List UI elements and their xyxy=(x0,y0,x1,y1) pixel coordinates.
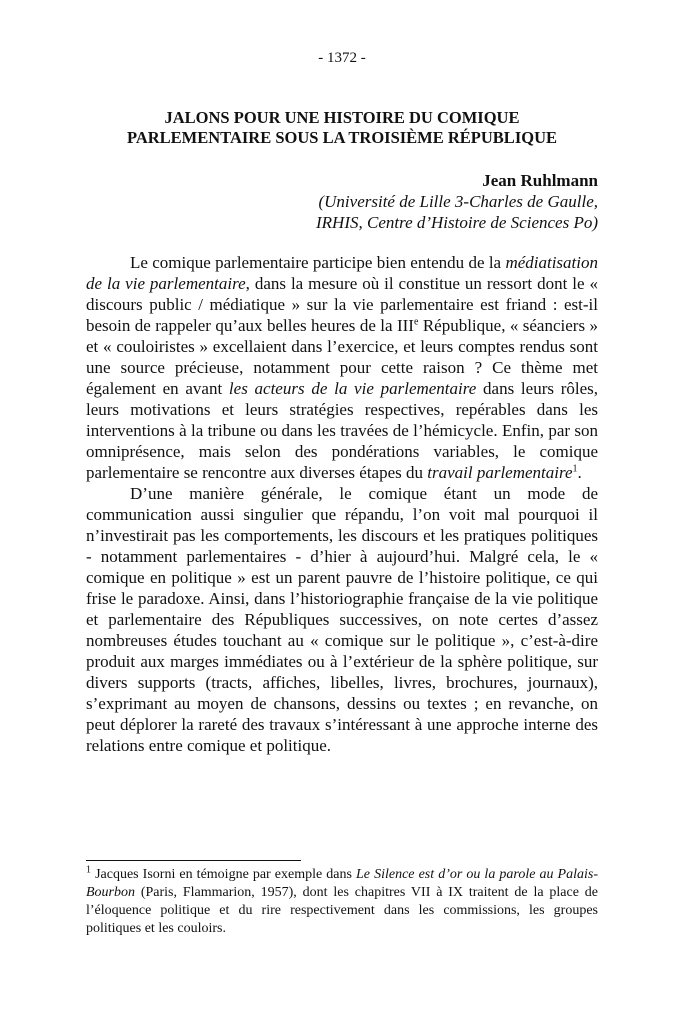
footnote-reference[interactable]: 1 xyxy=(572,463,578,475)
p1-italic-1: médiatisation de la vie parlementaire xyxy=(86,253,598,293)
footnote-text-1: Jacques Isorni en témoigne par exemple dans xyxy=(91,867,357,882)
author-affiliation-2: IRHIS, Centre d’Histoire de Sciences Po) xyxy=(316,213,598,232)
p1-text-4: dans leurs rôles, leurs motivations et leurs stratégies respectives, repérables dans les interventions à la tribune ou dans les travées de l’hémicycle. Enfin, par son omniprésence, mais selon des pondérations variables, le comique parlementaire se rencontre aux diverses étapes du xyxy=(86,379,598,482)
footnote-1 xyxy=(86,866,598,938)
author-affiliation-1: (Université de Lille 3-Charles de Gaulle, xyxy=(318,192,598,211)
superscript-e: e xyxy=(413,316,419,328)
title-line-2: PARLEMENTAIRE SOUS LA TROISIÈME RÉPUBLIQUE xyxy=(126,128,557,147)
author-block xyxy=(86,170,598,233)
p1-text-1: Le comique parlementaire participe bien entendu de la xyxy=(130,253,506,272)
footnote-text-2: (Paris, Flammarion, 1957), dont les chapitres VII à IX traitent de la place de l’éloquence politique et du rire respectivement dans les commissions, les groupes politiques et les couloirs. xyxy=(86,885,598,936)
p1-text-3: République, « séanciers » et « couloiristes » excellaient dans l’exercice, et leurs comptes rendus sont une source précieuse, notamment pour cette raison ? Ce thème met également en avant xyxy=(86,316,598,398)
author-name: Jean Ruhlmann xyxy=(482,171,598,190)
article-body xyxy=(86,252,598,756)
article-title xyxy=(86,108,598,148)
footnote-separator xyxy=(86,860,301,861)
title-line-1: JALONS POUR UNE HISTOIRE DU COMIQUE xyxy=(164,108,520,127)
footnote-number: 1 xyxy=(86,864,91,876)
footnote-italic-title: Le Silence est d’or ou la parole au Palais-Bourbon xyxy=(86,867,598,900)
p1-text-5: . xyxy=(577,463,582,482)
p1-italic-2: les acteurs de la vie parlementaire xyxy=(228,379,477,398)
paragraph-1 xyxy=(86,252,598,483)
page-number: - 1372 - xyxy=(318,50,366,66)
p1-text-2: , dans la mesure où il constitue un ressort dont le « discours public / médiatique » sur la vie parlementaire est friand : est-il besoin de rappeler qu’aux belles heures de la III xyxy=(86,274,598,335)
p1-italic-3: travail parlementaire xyxy=(427,463,573,482)
paragraph-2: D’une manière générale, le comique étant un mode de communication aussi singulier que répandu, l’on voit mal pourquoi il n’investirait pas les comportements, les discours et les pratiques politiques - notamment parlementaires - d’hier à aujourd’hui. Malgré cela, le « comique en politique » est un parent pauvre de l’histoire politique, ce qui frise le paradoxe. Ainsi, dans l’historiographie française de la vie politique et parlementaire des Républiques successives, on note certes d’assez nombreuses études touchant au « comique sur le politique », c’est-à-dire produit aux marges immédiates ou à l’extérieur de la sphère politique, sur divers supports (tracts, affiches, libelles, livres, brochures, journaux), s’exprimant au moyen de chansons, dessins ou textes ; en revanche, on peut déplorer la rareté des travaux s’intéressant à une approche interne des relations entre comique et politique. xyxy=(86,484,598,755)
